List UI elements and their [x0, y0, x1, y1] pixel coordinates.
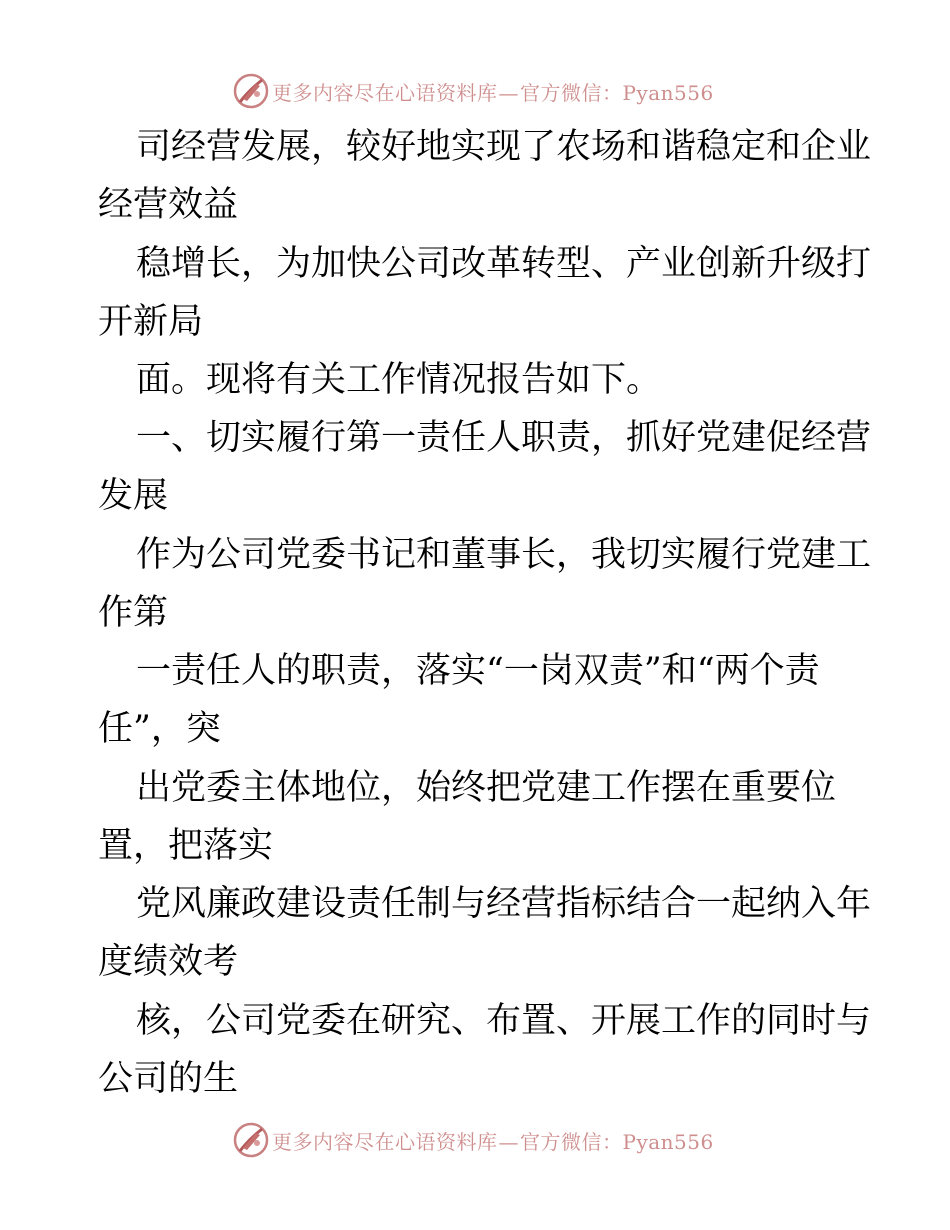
- text-line: 面。现将有关工作情况报告如下。: [136, 360, 662, 400]
- text-line: 公司的生: [98, 1059, 239, 1099]
- text-line: 核，公司党委在研究、布置、开展工作的同时与: [136, 1001, 872, 1041]
- text-line: 稳增长，为加快公司改革转型、产业创新升级打: [136, 244, 872, 284]
- banner-separator: —: [498, 81, 519, 105]
- text-line: 度绩效考: [98, 942, 239, 982]
- banner-text: [272, 1126, 714, 1155]
- banner-title: 更多内容尽在心语资料库: [272, 81, 498, 105]
- text-line: 出党委主体地位，始终把党建工作摆在重要位: [136, 768, 837, 808]
- header-watermark-banner: [0, 70, 950, 114]
- text-line: 任”，突: [98, 709, 221, 749]
- text-line: 作为公司党委书记和董事长，我切实履行党建工: [136, 535, 872, 575]
- text-line: 开新局: [98, 302, 204, 342]
- pen-logo-icon: [232, 72, 270, 110]
- text-line: 一责任人的职责，落实“一岗双责”和“两个责: [136, 651, 820, 691]
- footer-watermark-banner: [0, 1119, 950, 1163]
- text-line: 发展: [98, 476, 169, 516]
- pen-logo-icon: [232, 1121, 270, 1159]
- banner-text: [272, 77, 714, 106]
- text-line: 作第: [98, 593, 169, 633]
- banner-title: 更多内容尽在心语资料库: [272, 1130, 498, 1154]
- text-line: 司经营发展，较好地实现了农场和谐稳定和企业: [136, 127, 872, 167]
- text-line: 党风廉政建设责任制与经营指标结合一起纳入年: [136, 884, 872, 924]
- banner-contact: 官方微信：Pyan556: [520, 1130, 714, 1154]
- text-line: 置，把落实: [98, 826, 274, 866]
- text-line: 一、切实履行第一责任人职责，抓好党建促经营: [136, 418, 872, 458]
- banner-separator: —: [498, 1130, 519, 1154]
- text-line: 经营效益: [98, 185, 239, 225]
- banner-contact: 官方微信：Pyan556: [520, 81, 714, 105]
